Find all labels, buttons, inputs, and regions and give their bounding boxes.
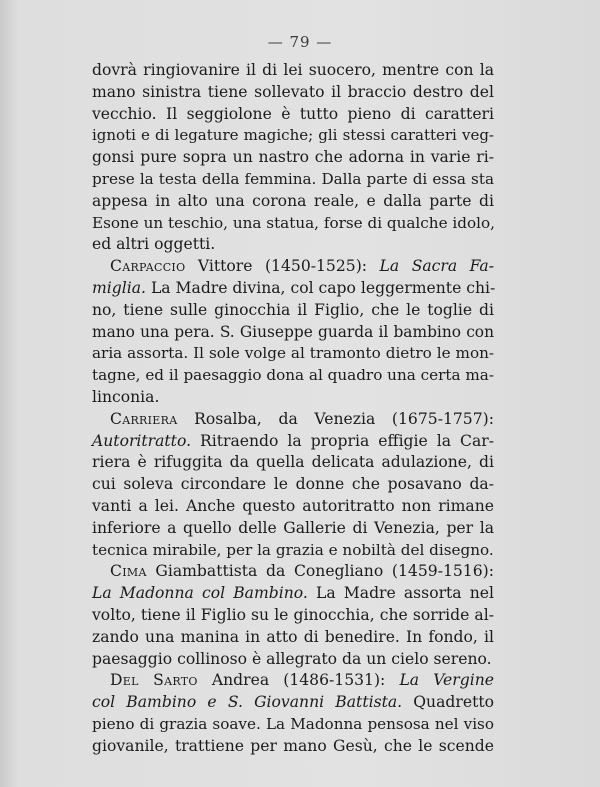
artist-details: Andrea (1486-1531): [197, 671, 400, 690]
artwork-title: miglia. [92, 278, 146, 297]
text-line: ignoti e di legature magiche; gli stessi caratteri veg- [92, 126, 494, 145]
text-line: tagne, ed il paesaggio dona al quadro una certa ma- [92, 366, 494, 385]
artist-name: Del Sarto [110, 671, 198, 690]
text-line: inferiore a quello delle Gallerie di Venezia, per la [92, 518, 494, 537]
entry-heading-delsarto [92, 670, 494, 692]
text-line: mano una pera. S. Giuseppe guarda il bambino con [92, 322, 494, 341]
entry-heading-cima [92, 561, 494, 583]
artwork-title: La Madonna col Bambino. [92, 584, 308, 603]
text-line: no, tiene sulle ginocchia il Figlio, che le toglie di [92, 300, 494, 319]
text-line: miglia. La Madre divina, col capo leggermente chi- [92, 278, 496, 297]
artist-details: Giambattista da Conegliano (1459-1516): [146, 562, 494, 581]
artwork-title: La Sacra Fa- [379, 257, 494, 276]
artist-details: Rosalba, da Venezia (1675-1757): [177, 409, 494, 428]
text-line: ed altri oggetti. [92, 235, 216, 254]
artist-name: Carriera [110, 409, 178, 428]
text-line: Autoritratto. Ritraendo la propria effigie la Car- [92, 431, 494, 450]
text-line: aria assorta. Il sole volge al tramonto dietro le mon- [92, 344, 494, 363]
text-line: riera è rifuggita da quella delicata adulazione, di [92, 453, 494, 472]
artwork-title: Autoritratto. [92, 431, 192, 450]
text-line: appesa in alto una corona reale, e dalla parte di [92, 191, 494, 210]
text-line: cui soleva circondare le donne che posavano da- [92, 475, 494, 494]
text-line: col Bambino e S. Giovanni Battista. Quadretto [92, 693, 494, 712]
page-body [92, 60, 494, 758]
entry-heading-carriera [92, 409, 494, 431]
text-line: giovanile, trattiene per mano Gesù, che le scende [92, 736, 494, 755]
text-line: volto, tiene il Figlio su le ginocchia, che sorride al- [92, 605, 494, 624]
text-line: mano sinistra tiene sollevato il braccio destro del [92, 82, 494, 101]
text-line: zando una manina in atto di benedire. In fondo, il [92, 627, 494, 646]
text-line: pieno di grazia soave. La Madonna pensosa nel viso [92, 714, 494, 733]
text-line: Esone un teschio, una statua, forse di qualche idolo, [92, 213, 495, 232]
text-line: La Madonna col Bambino. La Madre assorta nel [92, 584, 495, 603]
text-line: linconia. [92, 387, 160, 406]
artwork-title: La Vergine [399, 671, 494, 690]
artist-name: Carpaccio [110, 257, 186, 276]
text-line: vecchio. Il seggiolone è tutto pieno di caratteri [92, 104, 494, 123]
artist-name: Cima [110, 562, 147, 581]
text-line: paesaggio collinoso è allegrato da un cielo sereno. [92, 649, 492, 668]
artist-details: Vittore (1450-1525): [185, 257, 380, 276]
page-number: — 79 — [267, 33, 333, 51]
text-line: prese la testa della femmina. Dalla parte di essa sta [92, 169, 494, 188]
entry-heading-carpaccio [92, 256, 494, 278]
artwork-title: col Bambino e S. Giovanni Battista. [92, 693, 403, 712]
text-line: vanti a lei. Anche questo autoritratto non rimane [92, 496, 494, 515]
text-line: dovrà ringiovanire il di lei suocero, mentre con la [92, 61, 494, 79]
text-line: gonsi pure sopra un nastro che adorna in varie ri- [92, 148, 494, 167]
text-line: tecnica mirabile, per la grazia e nobiltà del disegno. [92, 540, 494, 559]
